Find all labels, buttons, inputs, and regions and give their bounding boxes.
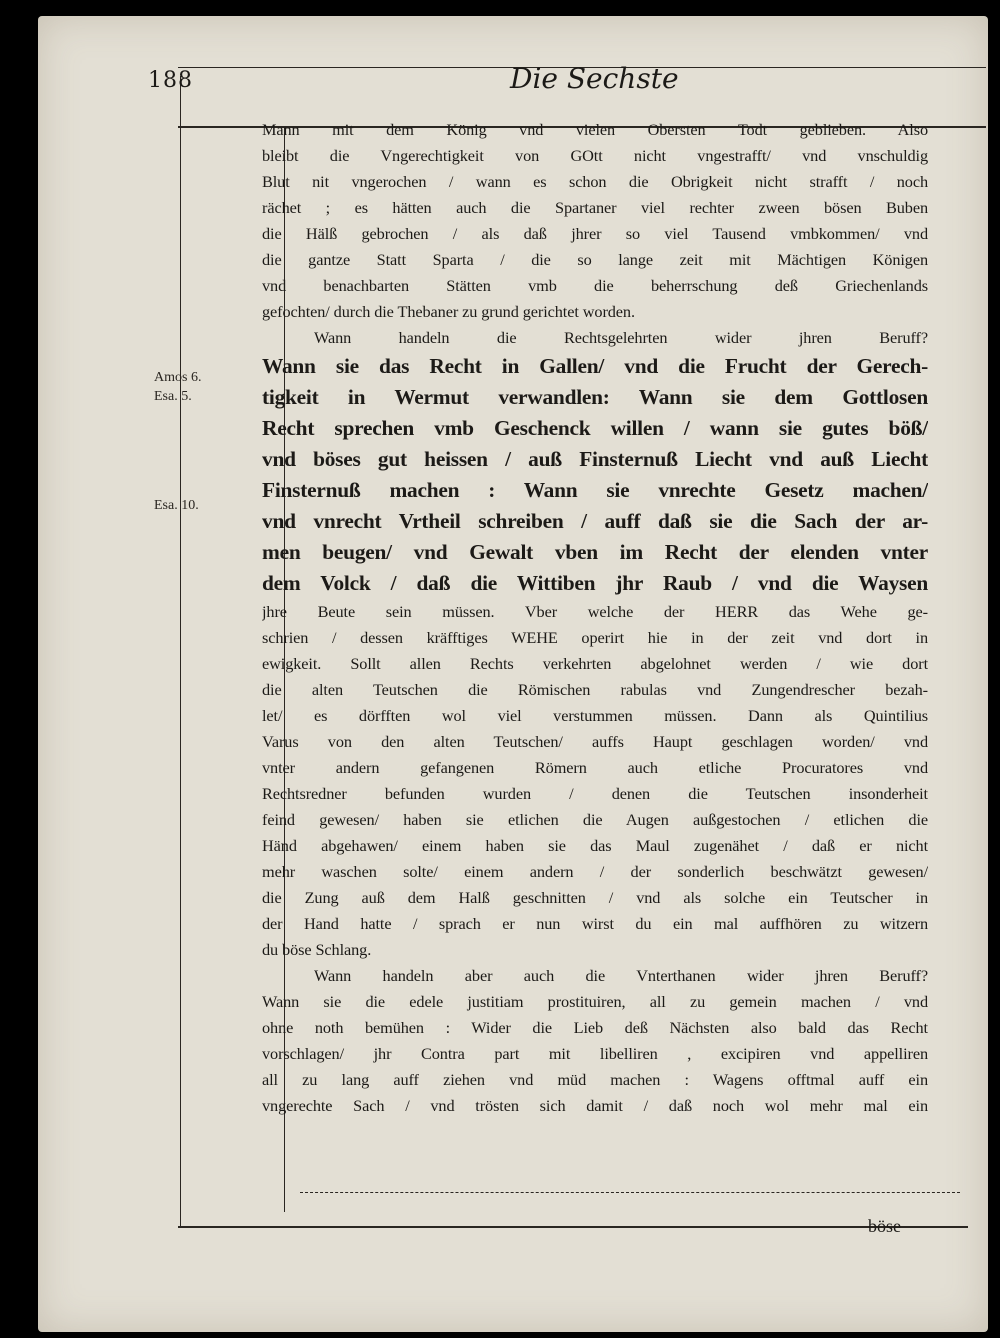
text-line: Mann mit dem König vnd vielen Obersten Todt geblieben. Also: [262, 120, 928, 139]
text-line: du böse Schlang.: [262, 940, 372, 959]
text-line-emphasis: dem Volck / daß die Wittiben jhr Raub / vnd die Waysen: [262, 571, 928, 595]
text-line-emphasis: Wann sie das Recht in Gallen/ vnd die Frucht der Gerech-: [262, 354, 928, 378]
text-line-emphasis: men beugen/ vnd Gewalt vben im Recht der elenden vnter: [262, 540, 928, 564]
text-line: der Hand hatte / sprach er nun wirst du ein mal auffhören zu witzern: [262, 914, 928, 933]
text-line: vnter andern gefangenen Römern auch etliche Procuratores vnd: [262, 758, 928, 777]
marginal-note: Esa. 5.: [154, 389, 192, 404]
text-line: vorschlagen/ jhr Contra part mit libelliren , excipiren vnd appelliren: [262, 1044, 928, 1063]
text-line: gefochten/ durch die Thebaner zu grund gerichtet worden.: [262, 302, 635, 321]
text-line: bleibt die Vngerechtigkeit von GOtt nicht vngestrafft/ vnd vnschuldig: [262, 146, 928, 165]
text-line: Wann handeln die Rechtsgelehrten wider jhren Beruff?: [314, 328, 928, 347]
page-number: 188: [148, 68, 193, 93]
text-line: rächet ; es hätten auch die Spartaner viel rechter zween bösen Buben: [262, 198, 928, 217]
text-line: ohne noth bemühen : Wider die Lieb deß Nächsten also bald das Recht: [262, 1018, 928, 1037]
left-frame-line: [180, 76, 181, 1226]
text-line: feind gewesen/ haben sie etlichen die Augen außgestochen / etlichen die: [262, 810, 928, 829]
marginal-note: Esa. 10.: [154, 498, 199, 513]
text-line-emphasis: tigkeit in Wermut verwandlen: Wann sie dem Gottlosen: [262, 385, 928, 409]
text-end-rule: [300, 1192, 960, 1193]
text-line: Händ abgehawen/ einem haben sie das Maul zugenähet / daß er nicht: [262, 836, 928, 855]
text-line: vnd benachbarten Stätten vmb die beherrschung deß Griechenlands: [262, 276, 928, 295]
text-line: let/ es dörfften wol viel verstummen müssen. Dann als Quintilius: [262, 706, 928, 725]
text-line: schrien / dessen kräfftiges WEHE operirt hie in der zeit vnd dort in: [262, 628, 928, 647]
text-line: Blut nit vngerochen / wann es schon die Obrigkeit nicht strafft / noch: [262, 172, 928, 191]
text-line: jhre Beute sein müssen. Vber welche der HERR das Wehe ge-: [262, 602, 928, 621]
text-line: die Hälß gebrochen / als daß jhrer so viel Tausend vmbkommen/ vnd: [262, 224, 928, 243]
text-line: Wann sie die edele justitiam prostituiren, all zu gemein machen / vnd: [262, 992, 928, 1011]
text-line: all zu lang auff ziehen vnd müd machen : Wagens offtmal auff ein: [262, 1070, 928, 1089]
text-line: vngerechte Sach / vnd trösten sich damit / daß noch wol mehr mal ein: [262, 1096, 928, 1115]
bottom-rule: [178, 1226, 968, 1228]
text-line: die gantze Statt Sparta / die so lange zeit mit Mächtigen Königen: [262, 250, 928, 269]
text-line: Rechtsredner befunden wurden / denen die Teutschen insonderheit: [262, 784, 928, 803]
text-line: die Zung auß dem Halß geschnitten / vnd als solche ein Teutscher in: [262, 888, 928, 907]
body-text: [262, 117, 928, 1119]
text-line-emphasis: vnd böses gut heissen / auß Finsternuß Liecht vnd auß Liecht: [262, 447, 928, 471]
catchword: böse: [868, 1216, 901, 1236]
text-line-emphasis: Finsternuß machen : Wann sie vnrechte Gesetz machen/: [262, 478, 928, 502]
text-line: Varus von den alten Teutschen/ auffs Haupt geschlagen worden/ vnd: [262, 732, 928, 751]
text-line: ewigkeit. Sollt allen Rechts verkehrten abgelohnet werden / wie dort: [262, 654, 928, 673]
text-line: Wann handeln aber auch die Vnterthanen wider jhren Beruff?: [314, 966, 928, 985]
text-line: mehr waschen solte/ einem andern / der sonderlich beschwätzt gewesen/: [262, 862, 928, 881]
marginal-note: Amos 6.: [154, 370, 202, 385]
text-line-emphasis: Recht sprechen vmb Geschenck willen / wann sie gutes böß/: [262, 416, 928, 440]
text-line: die alten Teutschen die Römischen rabulas vnd Zungendrescher bezah-: [262, 680, 928, 699]
running-head: Die Sechste: [510, 62, 679, 95]
text-line-emphasis: vnd vnrecht Vrtheil schreiben / auff daß sie die Sach der ar-: [262, 509, 928, 533]
